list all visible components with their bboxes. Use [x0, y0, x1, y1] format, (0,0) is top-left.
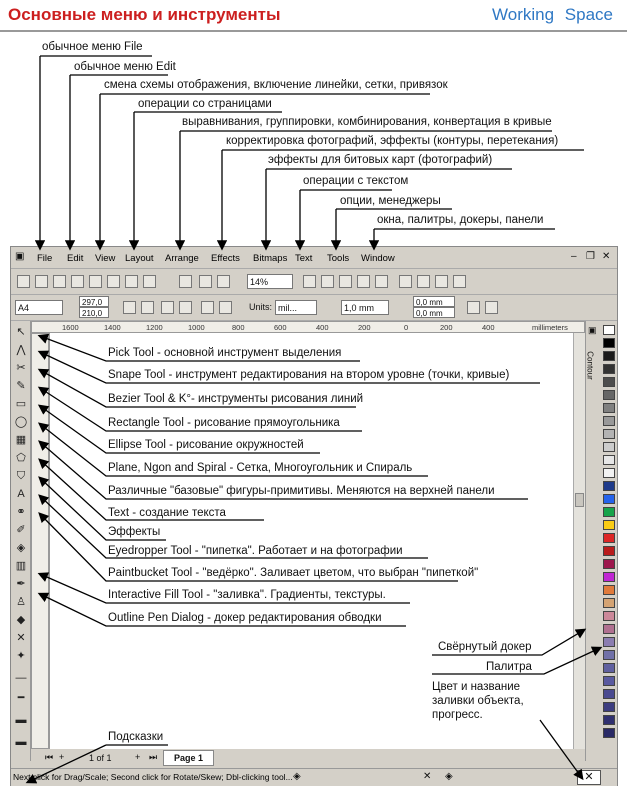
add-page-after-icon[interactable]: + — [135, 752, 141, 762]
shape-tool-icon[interactable]: ⋀ — [16, 344, 26, 356]
delete-page-icon[interactable] — [219, 301, 232, 314]
fill-swatch-icon: ✕ — [423, 771, 432, 782]
callout-eyedropper: Eyedropper Tool - "пипетка". Работает и на фотографии — [108, 545, 403, 557]
height-field[interactable]: 210,0 — [79, 307, 109, 318]
callout-fill-2: заливки объекта, — [432, 695, 524, 707]
palette-swatch[interactable] — [603, 481, 615, 491]
minimize-icon[interactable]: – — [571, 251, 577, 262]
palette-swatch[interactable] — [603, 585, 615, 595]
duplicate-y-field[interactable]: 0,0 mm — [413, 307, 455, 318]
palette-swatch[interactable] — [603, 715, 615, 725]
no-outline-icon[interactable]: ✕ — [16, 632, 26, 644]
line-thin-icon[interactable]: — — [15, 672, 27, 684]
menu-edit[interactable]: Edit — [67, 253, 84, 264]
text-tool-icon[interactable]: A — [17, 488, 25, 500]
menu-view[interactable]: View — [95, 253, 116, 264]
toolbox — [11, 321, 31, 761]
palette-swatch[interactable] — [603, 507, 615, 517]
cut-icon[interactable] — [89, 275, 102, 288]
palette-swatch[interactable] — [603, 403, 615, 413]
zoom-field[interactable]: 14% — [247, 274, 293, 289]
launcher-icon[interactable] — [375, 275, 388, 288]
callout-fill-3: прогресс. — [432, 709, 483, 721]
ruler-tick: 1600 — [62, 323, 79, 332]
callout-hints: Подсказки — [108, 731, 164, 743]
callout-window: окна, палитры, докеры, панели — [377, 214, 544, 226]
callout-docker: Свёрнутый докер — [438, 641, 532, 653]
color-palette — [602, 321, 616, 771]
close-icon[interactable]: ✕ — [602, 251, 611, 262]
ruler-tick: 1000 — [188, 323, 205, 332]
color-manager-icon[interactable] — [399, 275, 412, 288]
new-icon[interactable] — [17, 275, 30, 288]
callout-tools: опции, менеджеры — [340, 195, 441, 207]
bezier-tool-icon[interactable]: ✎ — [16, 380, 26, 392]
import-icon[interactable] — [199, 275, 212, 288]
callout-polygon-tool: Plane, Ngon and Spiral - Сетка, Многоугольник и Спираль — [108, 462, 413, 474]
palette-swatch[interactable] — [603, 494, 615, 504]
save-icon[interactable] — [53, 275, 66, 288]
ruler-tick: 1200 — [146, 323, 163, 332]
callout-shape-tool: Snape Tool - инструмент редактирования на втором уровне (точки, кривые) — [108, 369, 510, 381]
palette-swatch[interactable] — [603, 351, 615, 361]
callout-edit: обычное меню Edit — [74, 61, 176, 73]
ruler-tick: 200 — [440, 323, 453, 332]
palette-swatch[interactable] — [603, 676, 615, 686]
copy-page-icon[interactable] — [201, 301, 214, 314]
horizontal-ruler — [31, 321, 585, 333]
docker-icon[interactable]: ▣ — [588, 325, 597, 335]
page-count: 1 of 1 — [89, 753, 112, 763]
tab-page-1[interactable]: Page 1 — [163, 750, 214, 766]
callout-text-tool: Text - создание текста — [108, 507, 226, 519]
palette-swatch[interactable] — [603, 429, 615, 439]
basic-shapes-tool-icon[interactable]: ⛉ — [16, 470, 26, 482]
duplicate-x-field[interactable]: 0,0 mm — [413, 296, 455, 307]
standard-toolbar — [11, 269, 617, 295]
current-page-icon[interactable] — [179, 301, 192, 314]
callout-interactive-fill: Interactive Fill Tool - "заливка". Градиенты, текстуры. — [108, 589, 386, 601]
outline-swatch-icon: ◈ — [445, 771, 453, 782]
width-field[interactable]: 297,0 — [79, 296, 109, 307]
fill-indicator-icon: ✕ — [577, 770, 601, 785]
pen-icon[interactable]: ♙ — [16, 596, 26, 608]
ellipse-tool-icon[interactable]: ◯ — [14, 416, 28, 428]
paste-icon[interactable] — [125, 275, 138, 288]
nudge-field[interactable]: 1,0 mm — [341, 300, 389, 315]
palette-swatch[interactable] — [603, 702, 615, 712]
callout-file: обычное меню File — [42, 41, 143, 53]
palette-swatch[interactable] — [603, 455, 615, 465]
menu-bar — [11, 247, 617, 269]
units-select[interactable]: mil... — [275, 300, 317, 315]
page-size-select[interactable]: A4 — [15, 300, 63, 315]
graph-paper-tool-icon[interactable]: ▦ — [15, 434, 27, 446]
palette-swatch[interactable] — [603, 520, 615, 530]
ruler-tick: 1400 — [104, 323, 121, 332]
callout-bezier-tool: Bezier Tool & K°- инструменты рисования линий — [108, 393, 364, 405]
help-icon[interactable] — [453, 275, 466, 288]
palette-swatch[interactable] — [603, 637, 615, 647]
last-page-icon[interactable]: ⏭ — [149, 752, 158, 762]
callout-view: смена схемы отображения, включение линейки, сетки, привязок — [104, 79, 448, 91]
palette-swatch[interactable] — [603, 546, 615, 556]
units-toggle-icon[interactable] — [467, 301, 480, 314]
callout-palette: Палитра — [486, 661, 532, 673]
line-thick-icon[interactable]: ▬ — [15, 714, 27, 726]
hairline-icon[interactable]: ✦ — [16, 650, 26, 662]
app-window — [10, 246, 618, 786]
palette-swatch[interactable] — [603, 663, 615, 673]
snap-icon[interactable] — [321, 275, 334, 288]
restore-icon[interactable]: ❐ — [586, 251, 595, 262]
menu-arrange[interactable]: Arrange — [165, 253, 199, 264]
palette-swatch[interactable] — [603, 650, 615, 660]
palette-swatch[interactable] — [603, 364, 615, 374]
callout-text: операции с текстом — [303, 175, 409, 187]
blend-tool-icon[interactable]: ⚭ — [16, 506, 26, 518]
options-icon[interactable] — [435, 275, 448, 288]
palette-swatch[interactable] — [603, 572, 615, 582]
ruler-tick: 400 — [482, 323, 495, 332]
palette-swatch[interactable] — [603, 559, 615, 569]
ruler-unit: millimeters — [532, 323, 568, 332]
ruler-tick: 600 — [274, 323, 287, 332]
menu-window[interactable]: Window — [361, 253, 395, 264]
property-bar — [11, 295, 617, 321]
callout-fill-1: Цвет и название — [432, 681, 521, 693]
ruler-tick: 800 — [232, 323, 245, 332]
scroll-thumb[interactable] — [575, 493, 584, 507]
menu-file[interactable]: File — [37, 253, 53, 264]
export-icon[interactable] — [217, 275, 230, 288]
callout-basic-shapes: Различные "базовые" фигуры-примитивы. Меняются на верхней панели — [108, 485, 495, 497]
menu-text[interactable]: Text — [295, 253, 313, 264]
open-icon[interactable] — [35, 275, 48, 288]
redo-icon[interactable] — [179, 275, 192, 288]
palette-swatch[interactable] — [603, 377, 615, 387]
add-page-icon[interactable]: + — [59, 752, 65, 762]
eyedropper-tool-icon[interactable]: ✐ — [16, 524, 26, 536]
grid-icon[interactable] — [339, 275, 352, 288]
palette-swatch[interactable] — [603, 442, 615, 452]
treat-as-filled-icon[interactable] — [485, 301, 498, 314]
ruler-tick: 0 — [404, 323, 409, 332]
pick-tool-icon[interactable]: ↖ — [16, 326, 26, 338]
callout-effects-tool: Эффекты — [108, 526, 161, 538]
copy-icon[interactable] — [107, 275, 120, 288]
portrait-icon[interactable] — [123, 301, 136, 314]
palette-swatch[interactable] — [603, 728, 615, 738]
outline-pen-icon[interactable]: ✒ — [16, 578, 26, 590]
vertical-scrollbar[interactable] — [573, 333, 585, 749]
line-medium-icon[interactable]: ━ — [17, 692, 25, 704]
status-hint: Next click for Drag/Scale; Second click for Rotate/Skew; Dbl-clicking tool... — [13, 772, 293, 782]
section-label: Working Space — [492, 5, 613, 24]
menu-bitmaps[interactable]: Bitmaps — [253, 253, 288, 264]
callout-bitmaps: эффекты для битовых карт (фотографий) — [268, 154, 493, 166]
first-page-icon[interactable]: ⏮ — [45, 752, 54, 762]
palette-swatch[interactable] — [603, 325, 615, 335]
palette-icon[interactable] — [417, 275, 430, 288]
app-icon[interactable]: ▣ — [15, 251, 25, 262]
menu-tools[interactable]: Tools — [327, 253, 350, 264]
polygon-tool-icon[interactable]: ⬠ — [16, 452, 26, 464]
ruler-tick: 400 — [316, 323, 329, 332]
landscape-icon[interactable] — [141, 301, 154, 314]
status-bar — [11, 768, 617, 786]
menu-effects[interactable]: Effects — [211, 253, 240, 264]
palette-swatch[interactable] — [603, 624, 615, 634]
vertical-ruler — [31, 333, 49, 749]
page-title: Основные меню и инструменты — [8, 5, 281, 24]
ruler-tick: 200 — [358, 323, 371, 332]
docker-tab-contour[interactable]: Contour — [585, 351, 595, 380]
snap-status-icon: ◈ — [293, 771, 301, 782]
callout-effects: корректировка фотографий, эффекты (контуры, перетекания) — [226, 135, 559, 147]
palette-swatch[interactable] — [603, 468, 615, 478]
callout-paintbucket: Paintbucket Tool - "ведёрко". Заливает цветом, что выбран "пипеткой" — [108, 567, 479, 579]
palette-swatch[interactable] — [603, 611, 615, 621]
callout-arrange: выравнивания, группировки, комбинирования, конвертация в кривые — [182, 116, 552, 128]
palette-swatch[interactable] — [603, 598, 615, 608]
callout-layout: операции со страницами — [138, 98, 272, 110]
menu-layout[interactable]: Layout — [125, 253, 154, 264]
guidelines-icon[interactable] — [357, 275, 370, 288]
full-screen-icon[interactable] — [303, 275, 316, 288]
page-navigator — [41, 749, 311, 767]
undo-icon[interactable] — [143, 275, 156, 288]
interactive-fill-tool-icon[interactable]: ▥ — [15, 560, 27, 572]
paintbucket-tool-icon[interactable]: ◈ — [16, 542, 26, 554]
rectangle-tool-icon[interactable]: ▭ — [15, 398, 27, 410]
knife-tool-icon[interactable]: ✂ — [16, 362, 26, 374]
line-heavy-icon[interactable]: ▬ — [15, 736, 27, 748]
palette-swatch[interactable] — [603, 416, 615, 426]
fill-icon[interactable]: ◆ — [16, 614, 26, 626]
palette-swatch[interactable] — [603, 338, 615, 348]
palette-swatch[interactable] — [603, 390, 615, 400]
palette-swatch[interactable] — [603, 689, 615, 699]
units-label: Units: — [249, 302, 273, 312]
callout-outline-pen: Outline Pen Dialog - докер редактирования обводки — [108, 612, 382, 624]
all-pages-icon[interactable] — [161, 301, 174, 314]
callout-ellipse-tool: Ellipse Tool - рисование окружностей — [108, 439, 304, 451]
callout-rectangle-tool: Rectangle Tool - рисование прямоугольника — [108, 417, 340, 429]
print-icon[interactable] — [71, 275, 84, 288]
palette-swatch[interactable] — [603, 533, 615, 543]
page-header — [0, 0, 627, 32]
callout-pick-tool: Pick Tool - основной инструмент выделения — [108, 347, 342, 359]
collapsed-docker[interactable] — [585, 321, 601, 761]
